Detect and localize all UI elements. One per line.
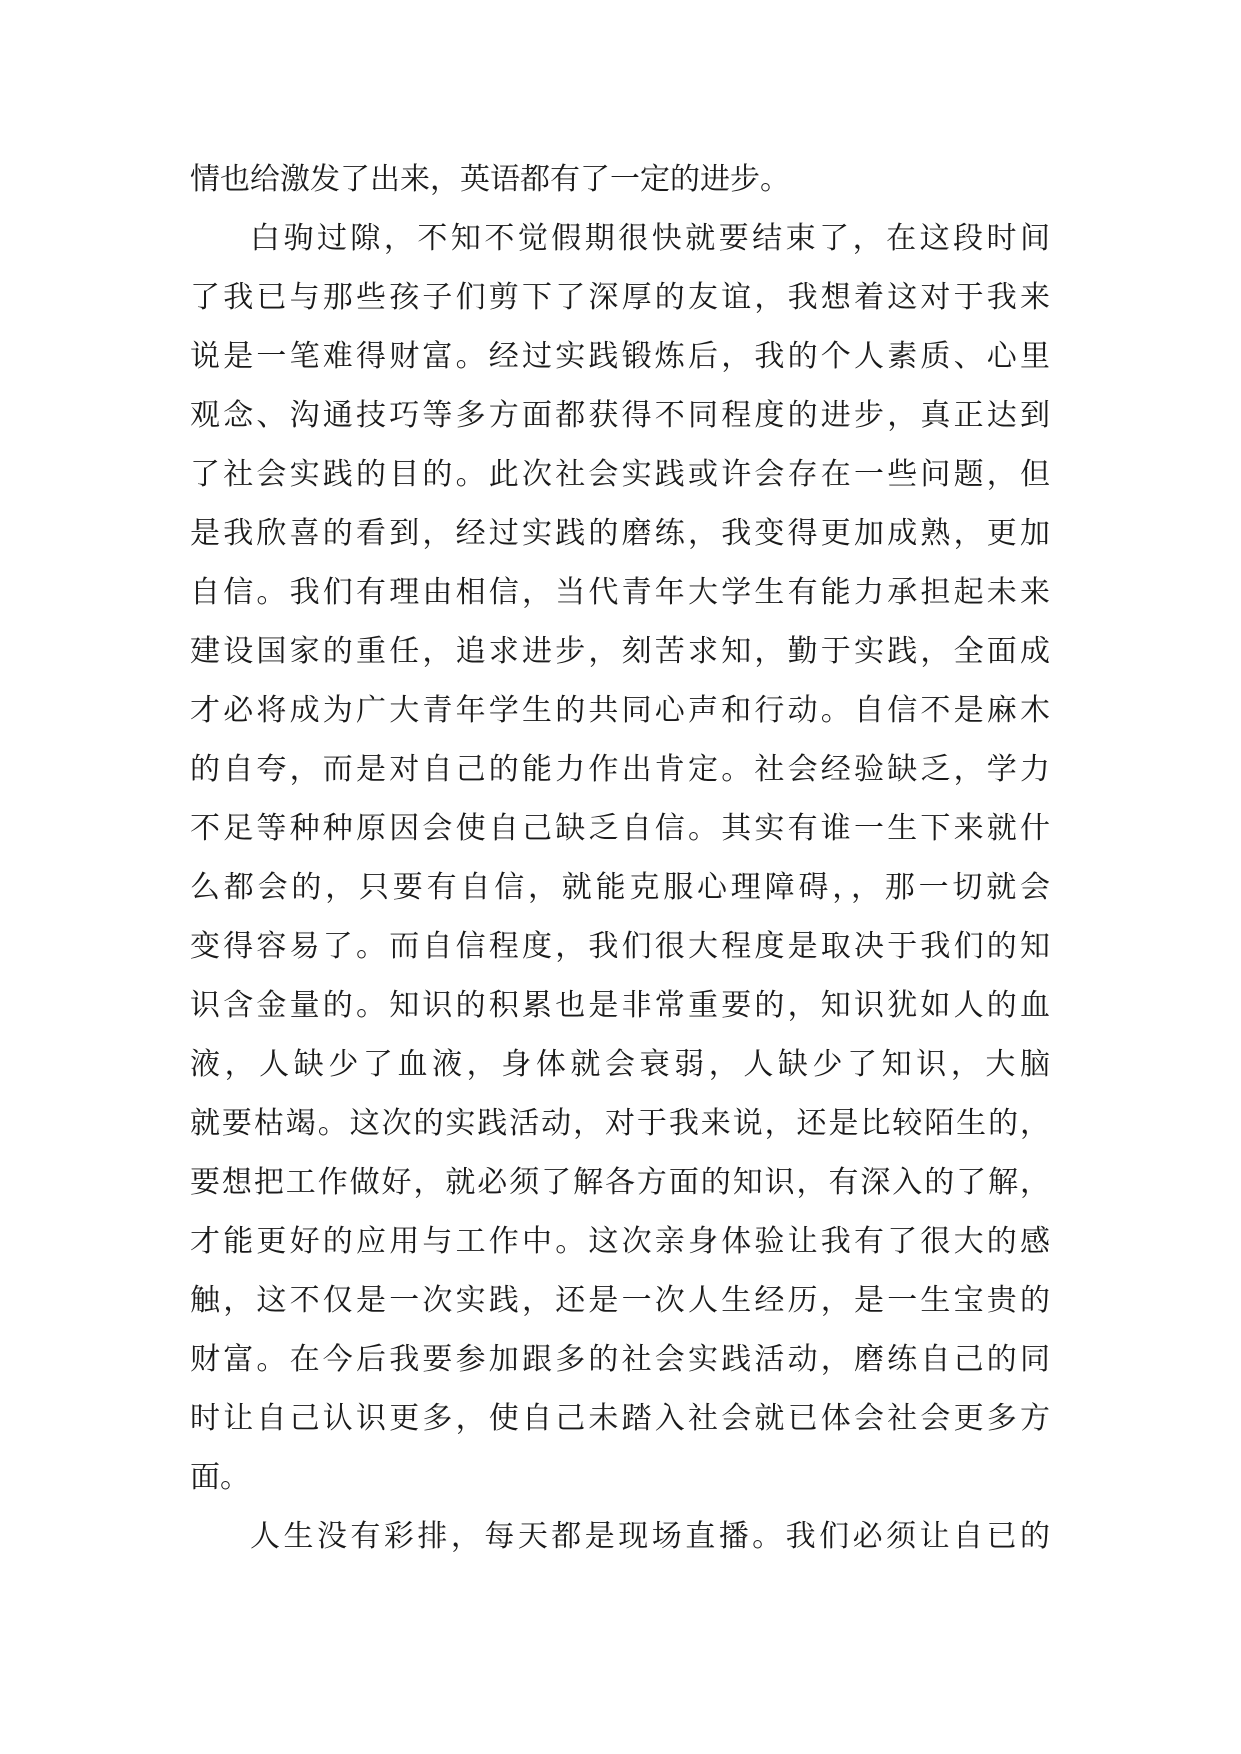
text-line: 观念、沟通技巧等多方面都获得不同程度的进步，真正达到 xyxy=(190,398,1050,433)
text-line: 就要枯竭。这次的实践活动，对于我来说，还是比较陌生的， xyxy=(190,1106,1050,1141)
text-line: 白驹过隙，不知不觉假期很快就要结束了，在这段时间 xyxy=(250,221,1050,256)
text-line: 才能更好的应用与工作中。这次亲身体验让我有了很大的感 xyxy=(190,1224,1050,1259)
text-line: 时让自己认识更多，使自己未踏入社会就已体会社会更多方 xyxy=(190,1401,1050,1436)
body-text xyxy=(190,150,1050,1566)
text-line: 才必将成为广大青年学生的共同心声和行动。自信不是麻木 xyxy=(190,693,1050,728)
text-line: 人生没有彩排，每天都是现场直播。我们必须让自已的 xyxy=(250,1519,1050,1554)
text-line: 触，这不仅是一次实践，还是一次人生经历，是一生宝贵的 xyxy=(190,1283,1050,1318)
text-line: 情也给激发了出来，英语都有了一定的进步。 xyxy=(190,162,790,197)
text-line: 说是一笔难得财富。经过实践锻炼后，我的个人素质、心里 xyxy=(190,339,1050,374)
text-line: 变得容易了。而自信程度，我们很大程度是取决于我们的知 xyxy=(190,929,1050,964)
text-line: 建设国家的重任，追求进步，刻苦求知，勤于实践，全面成 xyxy=(190,634,1050,669)
text-line: 的自夸，而是对自己的能力作出肯定。社会经验缺乏，学力 xyxy=(190,752,1050,787)
text-line: 不足等种种原因会使自己缺乏自信。其实有谁一生下来就什 xyxy=(190,811,1050,846)
text-line: 要想把工作做好，就必须了解各方面的知识，有深入的了解， xyxy=(190,1165,1050,1200)
text-line: 财富。在今后我要参加跟多的社会实践活动，磨练自己的同 xyxy=(190,1342,1050,1377)
text-line: 了社会实践的目的。此次社会实践或许会存在一些问题，但 xyxy=(190,457,1050,492)
text-line: 了我已与那些孩子们剪下了深厚的友谊，我想着这对于我来 xyxy=(190,280,1050,315)
text-line: 么都会的，只要有自信，就能克服心理障碍，，那一切就会 xyxy=(190,870,1050,905)
text-line: 识含金量的。知识的积累也是非常重要的，知识犹如人的血 xyxy=(190,988,1050,1023)
text-line: 液，人缺少了血液，身体就会衰弱，人缺少了知识，大脑 xyxy=(190,1047,1050,1082)
text-line: 面。 xyxy=(190,1460,250,1495)
text-line: 是我欣喜的看到，经过实践的磨练，我变得更加成熟，更加 xyxy=(190,516,1050,551)
text-line: 自信。我们有理由相信，当代青年大学生有能力承担起未来 xyxy=(190,575,1050,610)
